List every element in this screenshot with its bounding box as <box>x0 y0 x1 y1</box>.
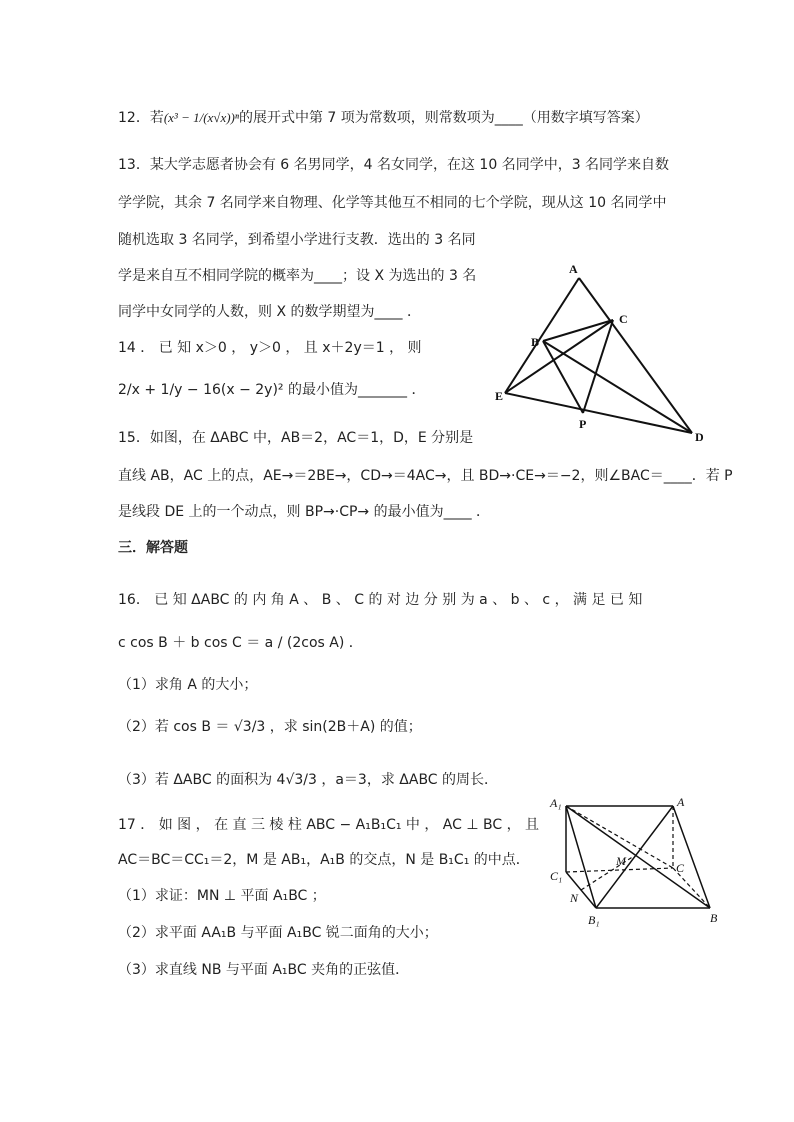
fig2-label-A: A <box>677 795 685 809</box>
fig2-label-M: M <box>616 854 626 868</box>
q12-line <box>118 108 649 128</box>
q13-line-4: 学是来自互不相同学院的概率为____；设 X 为选出的 3 名 <box>118 268 477 284</box>
q13-line-5: 同学中女同学的人数，则 X 的数学期望为____ ． <box>118 304 421 320</box>
fig2-label-C: C <box>676 861 685 875</box>
q15-line-1: 15．如图，在 ΔABC 中，AB＝2，AC＝1，D，E 分别是 <box>118 430 474 446</box>
q17-part-3: （3）求直线 NB 与平面 A₁BC 夹角的正弦值． <box>118 962 410 978</box>
q14-line-1: 14 ． 已 知 x＞0 ， y＞0 ， 且 x＋2y＝1 ， 则 <box>118 340 422 356</box>
fig1-label-P: P <box>579 417 587 431</box>
q16-part-3: （3）若 ΔABC 的面积为 4√3/3 ，a＝3，求 ΔABC 的周长． <box>118 772 499 788</box>
fig2-label-A1: A₁ <box>550 796 562 810</box>
fig2-hidden-NM <box>581 856 634 890</box>
q13-line-1: 13．某大学志愿者协会有 6 名男同学，4 名女同学，在这 10 名同学中，3 名同学来自数 <box>118 157 670 173</box>
q12-expression: (x³ − 1/(x√x))ⁿ <box>163 110 239 125</box>
fig1-edge-BC <box>543 320 613 341</box>
q17-part-1: （1）求证：MN ⊥ 平面 A₁BC ； <box>118 888 326 904</box>
section-heading: 三．解答题 <box>118 540 188 556</box>
fig1-label-C: C <box>619 312 628 326</box>
q12-text: 的展开式中第 7 项为常数项，则常数项为____（用数字填写答案） <box>238 110 649 126</box>
fig1-edge-BD <box>543 341 692 433</box>
fig1-edge-ED <box>505 393 692 433</box>
q16-part-2: （2）若 cos B ＝ √3/3 ，求 sin(2B＋A) 的值； <box>118 719 422 735</box>
triangle-figure <box>495 258 715 448</box>
fig1-edge-AE <box>505 278 579 393</box>
q14-line-2: 2/x + 1/y − 16(x − 2y)² 的最小值为_______ ． <box>118 382 426 398</box>
fig1-label-D: D <box>695 430 704 444</box>
q15-line-2: 直线 AB，AC 上的点，AE→＝2BE→，CD→＝4AC→，且 BD→·CE→＝−2，则∠BAC＝____．若 P <box>118 468 733 484</box>
q12-prefix: 12．若 <box>118 110 164 126</box>
fig1-edge-CP <box>583 320 613 413</box>
fig2-label-B1: B₁ <box>588 913 600 927</box>
fig2-edge-A1B <box>566 806 710 908</box>
fig1-label-E: E <box>495 389 504 403</box>
q13-line-2: 学学院，其余 7 名同学来自物理、化学等其他互不相同的七个学院，现从这 10 名同学中 <box>118 195 667 211</box>
fig1-edge-AD <box>579 278 692 433</box>
fig1-edge-EC <box>505 320 613 393</box>
q16-part-1: （1）求角 A 的大小； <box>118 677 258 693</box>
q16-line-2: c cos B ＋ b cos C ＝ a / (2cos A) ． <box>118 635 363 651</box>
q17-line-1: 17 ． 如 图 ， 在 直 三 棱 柱 ABC − A₁B₁C₁ 中 ， AC ⊥ BC ， 且 <box>118 817 540 833</box>
fig2-edge-AB <box>673 806 710 908</box>
fig2-label-N: N <box>570 891 579 905</box>
fig2-label-B: B <box>710 911 718 925</box>
q16-line-1: 16． 已 知 ΔABC 的 内 角 A 、 B 、 C 的 对 边 分 别 为 a 、 b 、 c ， 满 足 已 知 <box>118 592 643 608</box>
fig2-edge-AB1 <box>596 806 673 908</box>
q15-line-3: 是线段 DE 上的一个动点，则 BP→·CP→ 的最小值为____ ． <box>118 504 491 520</box>
prism-figure <box>548 792 730 932</box>
q17-part-2: （2）求平面 AA₁B 与平面 A₁BC 锐二面角的大小； <box>118 925 438 941</box>
q13-line-3: 随机选取 3 名同学，到希望小学进行支教．选出的 3 名同 <box>118 232 476 248</box>
fig2-label-C1: C₁ <box>550 869 563 883</box>
q17-line-2: AC＝BC＝CC₁＝2，M 是 AB₁，A₁B 的交点，N 是 B₁C₁ 的中点． <box>118 852 530 868</box>
fig1-label-A: A <box>569 262 578 276</box>
fig1-label-B: B <box>531 335 540 349</box>
